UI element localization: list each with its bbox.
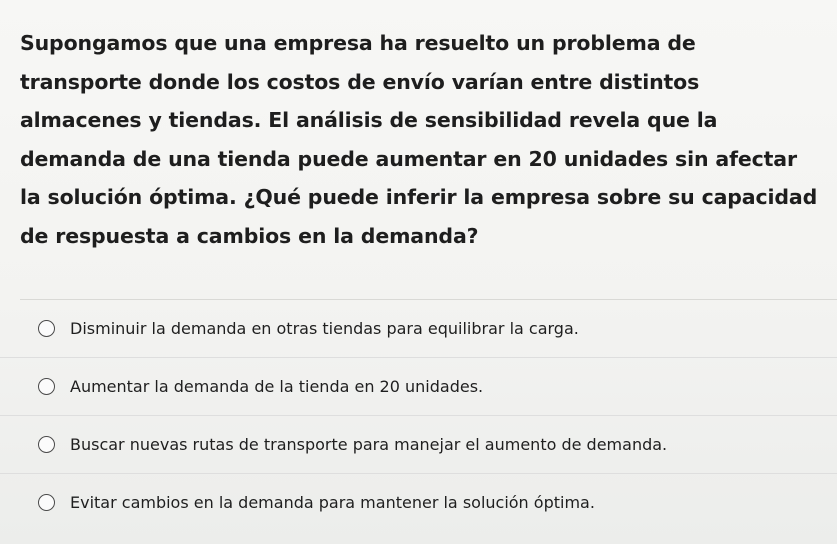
answer-option-2[interactable] [0, 357, 837, 415]
answer-option-label: Aumentar la demanda de la tienda en 20 unidades. [70, 377, 484, 396]
answer-option-label: Disminuir la demanda en otras tiendas para equilibrar la carga. [70, 319, 579, 338]
answer-options [0, 300, 837, 531]
radio-circle-icon[interactable] [38, 494, 55, 511]
answer-option-label: Buscar nuevas rutas de transporte para manejar el aumento de demanda. [70, 435, 668, 454]
question-text: Supongamos que una empresa ha resuelto un problema de transporte donde los costos de envío varían entre distintos almacenes y tiendas. El análisis de sensibilidad revela que la demanda de una tienda puede aumentar en 20 unidades sin afectar la solución óptima. ¿Qué puede inferir la empresa sobre su capacidad de respuesta a cambios en la demanda? [20, 31, 818, 248]
radio-circle-icon[interactable] [38, 436, 55, 453]
answer-option-label: Evitar cambios en la demanda para mantener la solución óptima. [70, 493, 595, 512]
answer-option-1[interactable] [0, 300, 837, 357]
answer-option-4[interactable] [0, 473, 837, 531]
answer-option-3[interactable] [0, 415, 837, 473]
radio-circle-icon[interactable] [38, 320, 55, 337]
radio-circle-icon[interactable] [38, 378, 55, 395]
